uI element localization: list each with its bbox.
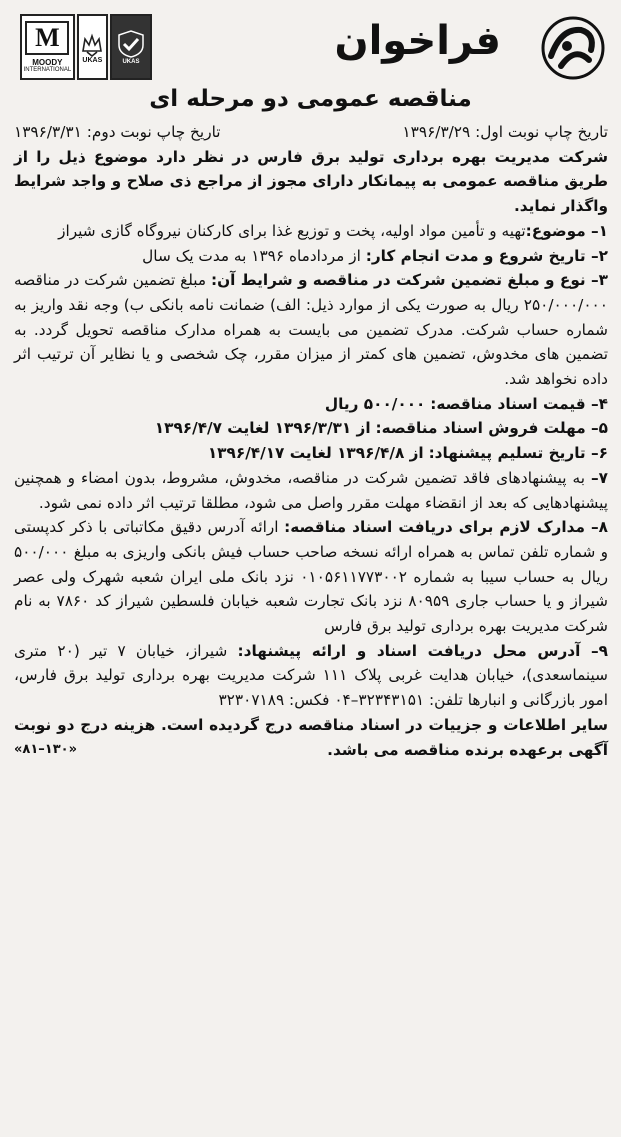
moody-name: MOODY	[32, 58, 63, 67]
moody-logo	[20, 14, 75, 80]
item-3	[14, 268, 608, 392]
item-text: ارائه آدرس دقیق مکاتباتی با ذکر کدپستی و شماره تلفن تماس به همراه ارائه نسخه صاحب حساب فیش بانکی واریزی به مبلغ ۵۰۰/۰۰۰ ریال به حساب سیبا به شماره ۰۱۰۵۶۱۱۷۷۳۰۰۲ نزد بانک ملی ایران شعبه شهرک ولی عصر شیراز و یا حساب جاری ۸۰۹۵۹ نزد بانک تجارت شعبه خیابان فلسطین شیراز کد ۷۸۶۰ به نام شرکت مدیریت بهره برداری تولید برق فارس	[14, 518, 609, 636]
print-dates	[14, 120, 608, 145]
item-label: ۵– مهلت فروش اسناد مناقصه:	[375, 419, 608, 438]
first-print-date: تاریخ چاپ نوبت اول: ۱۳۹۶/۳/۲۹	[402, 123, 608, 141]
item-9	[14, 639, 608, 713]
moody-mark: M	[25, 21, 69, 55]
moody-sub: INTERNATIONAL	[23, 67, 72, 73]
item-label: ۸– مدارک لازم برای دریافت اسناد مناقصه:	[284, 518, 608, 537]
notice-header	[0, 0, 621, 92]
ukas-iso-label: UKAS	[122, 59, 140, 65]
closing-text: سایر اطلاعات و جزییات در اسناد مناقصه درج گردیده است. هزینه درج دو نوبت آگهی برعهده برنده مناقصه می باشد.	[14, 715, 608, 759]
item-6	[14, 441, 608, 466]
item-text: تهیه و تأمین مواد اولیه، پخت و توزیع غذا برای کارکنان نیروگاه گازی شیراز	[58, 221, 526, 240]
notice-body	[14, 120, 608, 762]
item-1	[14, 219, 608, 244]
notice-title: فراخوان	[334, 18, 501, 64]
item-text: از ۱۳۹۶/۳/۳۱ لغایت ۱۳۹۶/۴/۷	[154, 419, 371, 438]
item-label: ۲– تاریخ شروع و مدت انجام کار:	[365, 246, 608, 265]
item-label: ۹– آدرس محل دریافت اسناد و ارائه پیشنهاد:	[237, 641, 608, 660]
ukas-logo	[77, 14, 108, 80]
item-label: ۳– نوع و مبلغ تضمین شرکت در مناقصه و شرایط آن:	[210, 271, 608, 290]
notice-subtitle: مناقصه عمومی دو مرحله ای	[149, 86, 472, 112]
closing-paragraph	[14, 713, 608, 762]
item-label: ۴– قیمت اسناد مناقصه:	[430, 394, 608, 413]
item-text: شیراز، خیابان ۷ تیر (۲۰ متری سینماسعدی)، خیابان هدایت غربی پلاک ۱۱۱ شرکت مدیریت بهره برداری تولید برق فارس، امور بازرگانی و انبارها تلفن: ۳۲۳۴۳۱۵۱–۰۴ فکس: ۳۲۳۰۷۱۸۹	[14, 641, 608, 710]
item-label: ۱– موضوع:	[525, 221, 608, 240]
item-5	[14, 416, 608, 441]
item-7	[14, 466, 608, 515]
checkmark-icon	[116, 29, 146, 59]
item-text: از ۱۳۹۶/۴/۸ لغایت ۱۳۹۶/۴/۱۷	[207, 444, 424, 463]
item-text: از مردادماه ۱۳۹۶ به مدت یک سال	[142, 246, 361, 265]
intro-paragraph: شرکت مدیریت بهره برداری تولید برق فارس در نظر دارد موضوع ذیل را از طریق مناقصه عمومی به پیمانکار دارای مجوز از مراجع ذی صلاح و واجد شرایط واگذار نماید.	[14, 147, 608, 216]
item-label: ۷–	[591, 468, 608, 487]
ukas-iso-logo	[110, 14, 152, 80]
second-print-date: تاریخ چاپ نوبت دوم: ۱۳۹۶/۳/۳۱	[14, 123, 221, 141]
company-emblem-icon	[541, 16, 605, 80]
item-text: مبلغ تضمین شرکت در مناقصه ۲۵۰/۰۰۰/۰۰۰ ریال به صورت یکی از موارد ذیل: الف) ضمانت نامه بانکی ب) وجه نقد واریز به شماره حساب شرکت. مدرک تضمین می بایست به همراه مدارک مناقصه تحویل گردد. به تضمین های مخدوش، تضمین های کمتر از میزان مقرر، چک شخصی و یا نظایر آن ترتیب اثر داده نخواهد شد.	[14, 271, 608, 389]
ukas-label: UKAS	[82, 56, 103, 64]
certification-logos	[20, 14, 152, 80]
crown-icon	[81, 31, 103, 57]
item-8	[14, 515, 608, 639]
item-4	[14, 392, 608, 417]
footer-code: «۸۱–۱۳۰»	[14, 741, 77, 757]
item-label: ۶– تاریخ تسلیم پیشنهاد:	[428, 444, 608, 463]
item-2	[14, 244, 608, 269]
item-text: به پیشنهادهای فاقد تضمین شرکت در مناقصه، مخدوش، مشروط، بدون امضاء و همچنین پیشنهادهایی که بعد از انقضاء مهلت مقرر واصل می شود، مطلقا ترتیب اثر داده نمی شود.	[14, 468, 608, 512]
item-text: ۵۰۰/۰۰۰ ریال	[324, 394, 426, 413]
